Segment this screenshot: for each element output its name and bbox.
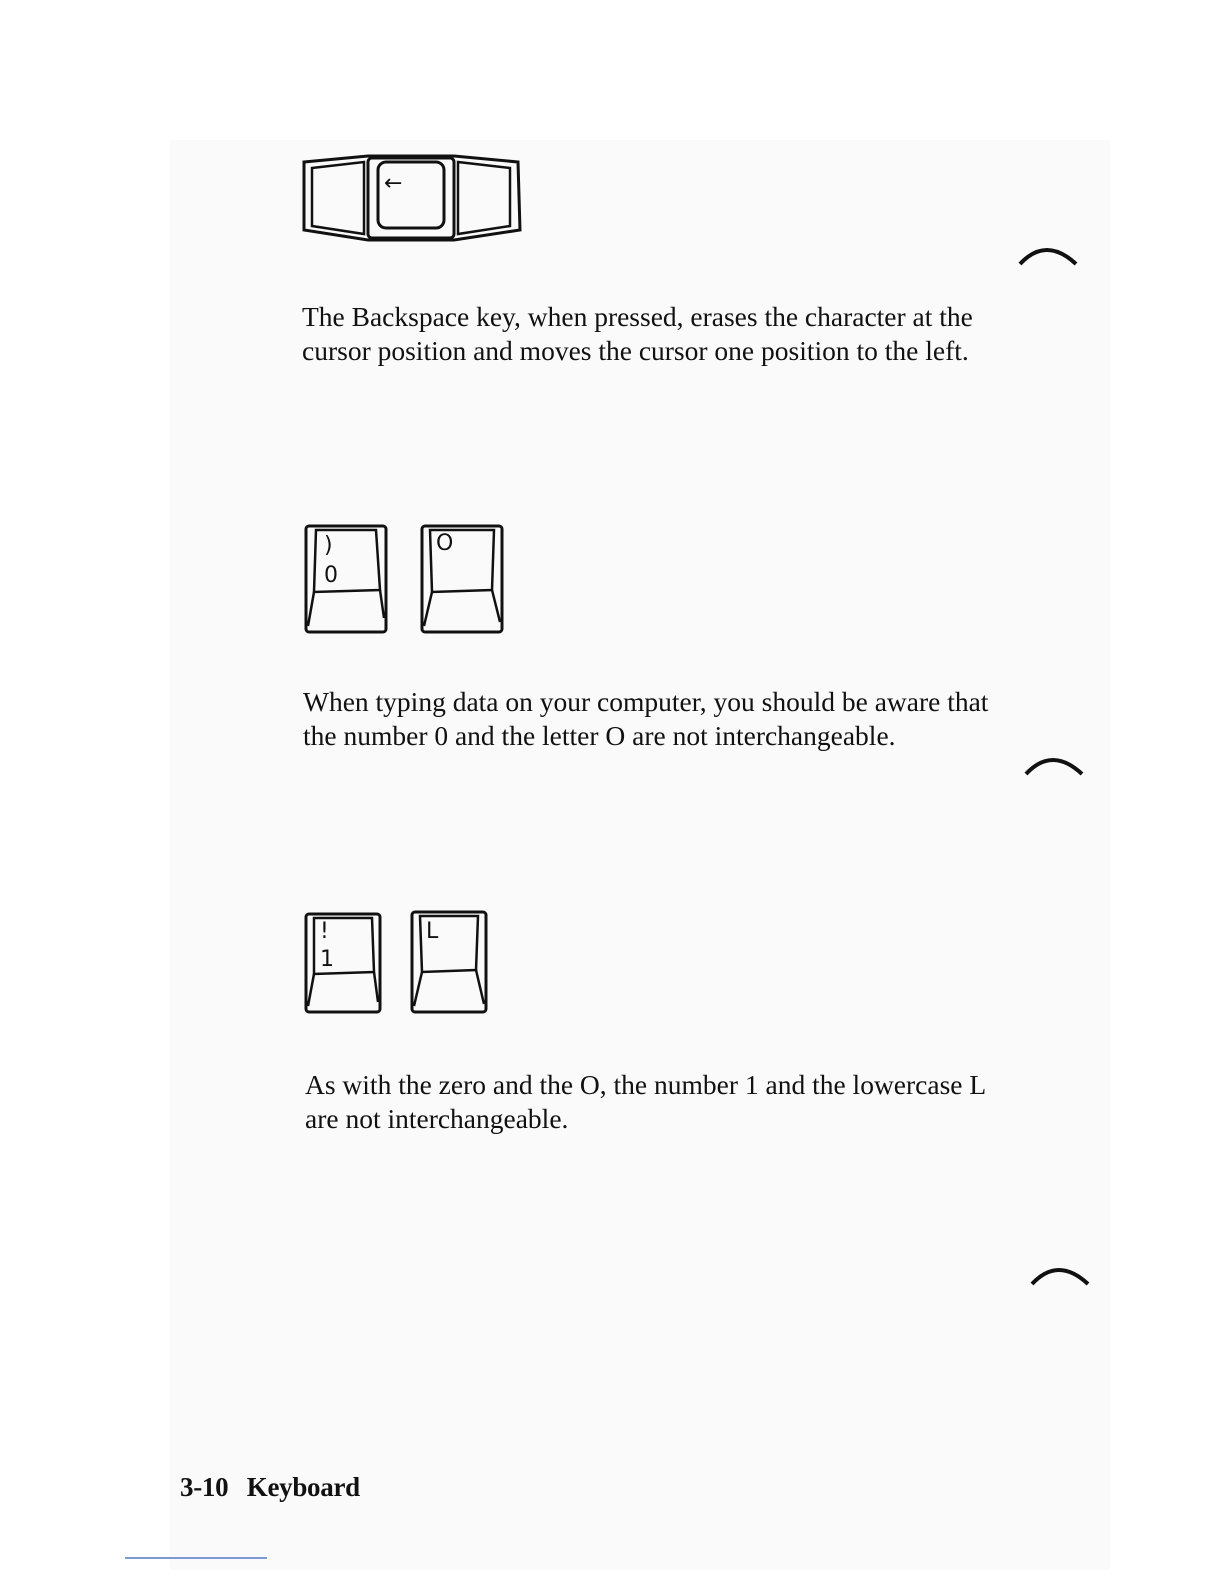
zero-key-shift-legend: ) [324, 533, 333, 558]
one-key-shift-legend: ! [320, 919, 329, 944]
backspace-arrow-icon: ← [384, 171, 403, 196]
page-number: 3-10 [180, 1472, 229, 1502]
one-vs-l-paragraph: As with the zero and the O, the number 1 and the lowercase L are not interchangeable. [305, 1069, 986, 1134]
one-key-figure [300, 910, 386, 1016]
zero-key-figure [300, 522, 392, 638]
letter-o-key-legend: O [436, 531, 454, 556]
letter-o-key-figure [416, 522, 508, 638]
binder-tab-mark-middle [1024, 752, 1084, 776]
section-title: Keyboard [246, 1472, 360, 1502]
one-key-main-legend: 1 [320, 947, 334, 972]
binder-tab-mark-bottom [1030, 1262, 1090, 1286]
zero-vs-o-paragraph: When typing data on your computer, you should be aware that the number 0 and the letter O are not interchangeable. [303, 686, 989, 751]
zero-key-main-legend: 0 [324, 563, 338, 588]
scan-edge-line [125, 1557, 267, 1559]
binder-tab-mark-top [1018, 242, 1078, 266]
letter-l-key-figure [406, 908, 492, 1016]
page-footer [180, 1472, 372, 1503]
letter-l-key-legend: L [426, 919, 439, 944]
backspace-key-figure [298, 150, 524, 246]
backspace-paragraph: The Backspace key, when pressed, erases the character at the cursor position and moves the cursor one position to the left. [302, 301, 973, 366]
